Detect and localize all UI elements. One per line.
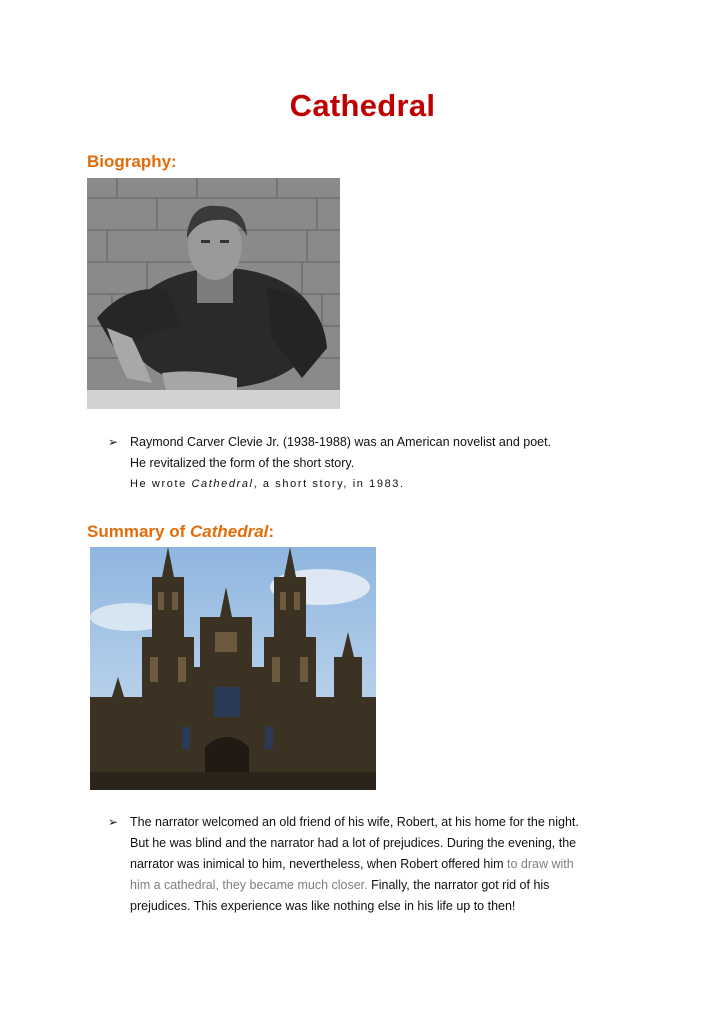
bullet-arrow-icon: ➢ (108, 815, 119, 829)
bio-line-3: He wrote Cathedral, a short story, in 1983. (130, 478, 405, 490)
summary-heading: Summary of Cathedral: (87, 522, 275, 541)
summary-line-3: narrator was inimical to him, nevertheless, when Robert offered him to draw with (130, 857, 574, 871)
summary-line-4: him a cathedral, they became much closer. Finally, the narrator got rid of his (130, 878, 550, 892)
document-title: Cathedral (289, 88, 436, 123)
biography-heading: Biography: (87, 152, 177, 171)
bullet-arrow-icon: ➢ (108, 435, 119, 449)
cathedral-photo (90, 547, 376, 790)
summary-line-1: The narrator welcomed an old friend of his wife, Robert, at his home for the night. (130, 815, 579, 829)
author-portrait-photo (87, 178, 340, 409)
bio-line-1: Raymond Carver Clevie Jr. (1938-1988) was an American novelist and poet. (130, 435, 552, 449)
summary-line-5: prejudices. This experience was like nothing else in his life up to then! (130, 899, 516, 913)
bio-line-2: He revitalized the form of the short story. (130, 456, 355, 470)
summary-line-2: But he was blind and the narrator had a lot of prejudices. During the evening, the (130, 836, 577, 850)
story-title-italic: Cathedral (191, 478, 254, 490)
